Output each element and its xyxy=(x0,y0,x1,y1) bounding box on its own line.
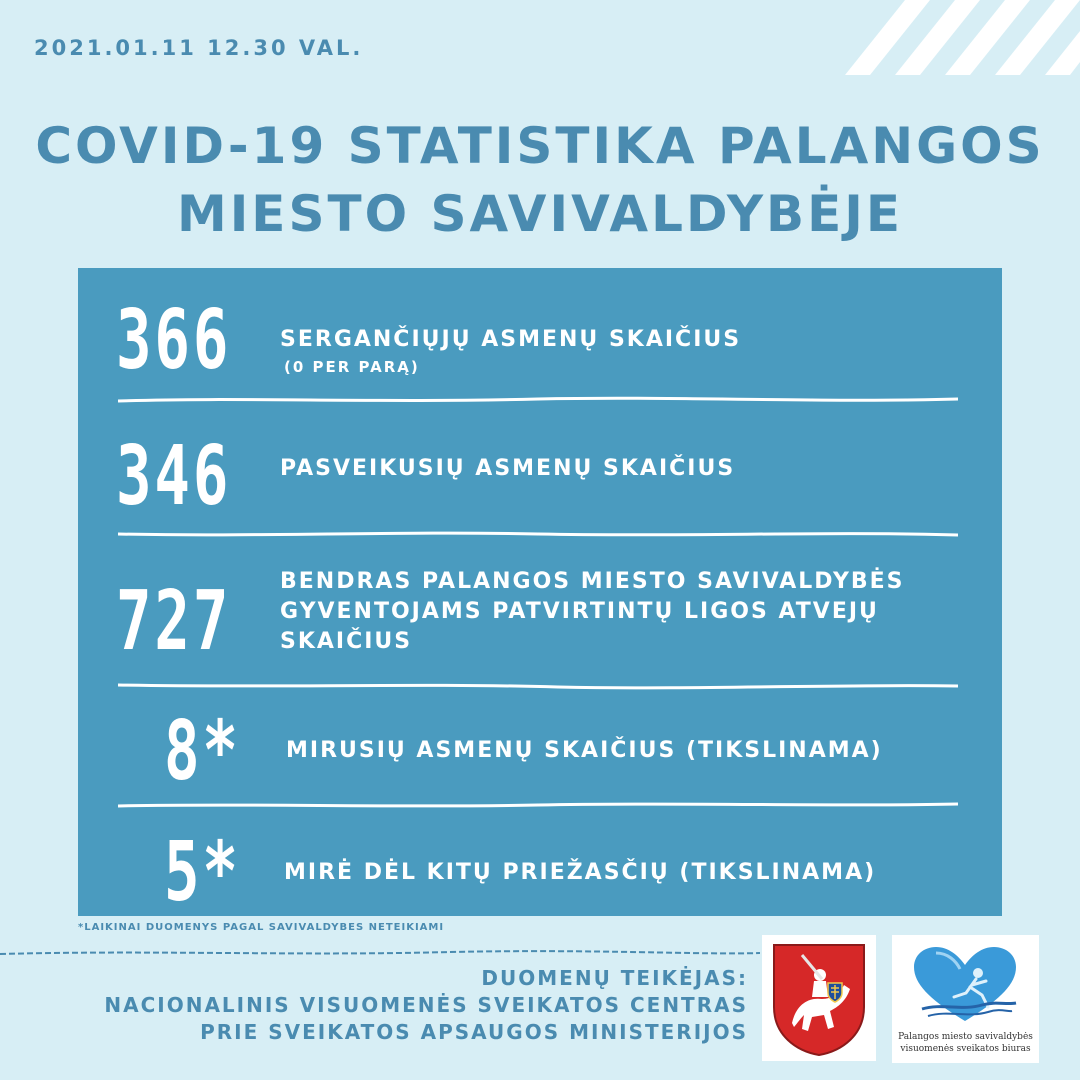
data-provider xyxy=(104,965,748,1046)
stat-label-deaths: MIRUSIŲ ASMENŲ SKAIČIUS (TIKSLINAMA) xyxy=(286,738,883,763)
decorative-divider xyxy=(0,948,760,958)
stats-panel xyxy=(78,268,1002,920)
title-line-1: COVID-19 STATISTIKA PALANGOS xyxy=(35,117,1045,175)
page-title xyxy=(0,112,1080,248)
divider-line xyxy=(118,682,958,690)
lithuania-coat-of-arms-icon xyxy=(762,935,876,1061)
title-line-2: MIESTO SAVIVALDYBĖJE xyxy=(176,185,904,243)
stat-label-total-line-3: SKAIČIUS xyxy=(280,629,413,654)
divider-line xyxy=(118,801,958,809)
provider-heading: DUOMENŲ TEIKĖJAS: xyxy=(481,966,748,990)
stat-label-infected: SERGANČIŲJŲ ASMENŲ SKAIČIUS xyxy=(280,327,742,352)
stat-label-total-line-2: GYVENTOJAMS PATVIRTINTŲ LIGOS ATVEJŲ xyxy=(280,599,879,624)
stat-sub-infected: (0 PER PARĄ) xyxy=(284,358,420,376)
stat-value-other-deaths: 5* xyxy=(164,825,241,920)
divider-line xyxy=(118,396,958,404)
provider-name-line-2: PRIE SVEIKATOS APSAUGOS MINISTERIJOS xyxy=(200,1020,748,1044)
stat-value-deaths: 8* xyxy=(164,704,241,799)
decorative-stripes xyxy=(830,0,1080,75)
provider-name-line-1: NACIONALINIS VISUOMENĖS SVEIKATOS CENTRAS xyxy=(104,993,748,1017)
stat-value-total: 727 xyxy=(116,574,232,669)
coat-of-arms-logo xyxy=(762,935,876,1061)
stat-label-total-line-1: BENDRAS PALANGOS MIESTO SAVIVALDYBĖS xyxy=(280,569,905,594)
heart-runner-icon xyxy=(892,939,1039,1029)
date-label: 2021.01.11 12.30 VAL. xyxy=(34,36,364,60)
footnote: *LAIKINAI DUOMENYS PAGAL SAVIVALDYBES NETEIKIAMI xyxy=(78,922,445,933)
stat-value-infected: 366 xyxy=(116,293,232,388)
stat-value-recovered: 346 xyxy=(116,429,232,524)
stat-label-other-deaths: MIRĖ DĖL KITŲ PRIEŽASČIŲ (TIKSLINAMA) xyxy=(284,860,877,885)
divider-line xyxy=(118,530,958,538)
health-bureau-caption-2: visuomenės sveikatos biuras xyxy=(900,1044,1031,1054)
health-bureau-logo xyxy=(892,935,1039,1063)
health-bureau-caption-1: Palangos miesto savivaldybės xyxy=(898,1032,1033,1042)
stat-label-recovered: PASVEIKUSIŲ ASMENŲ SKAIČIUS xyxy=(280,456,736,481)
